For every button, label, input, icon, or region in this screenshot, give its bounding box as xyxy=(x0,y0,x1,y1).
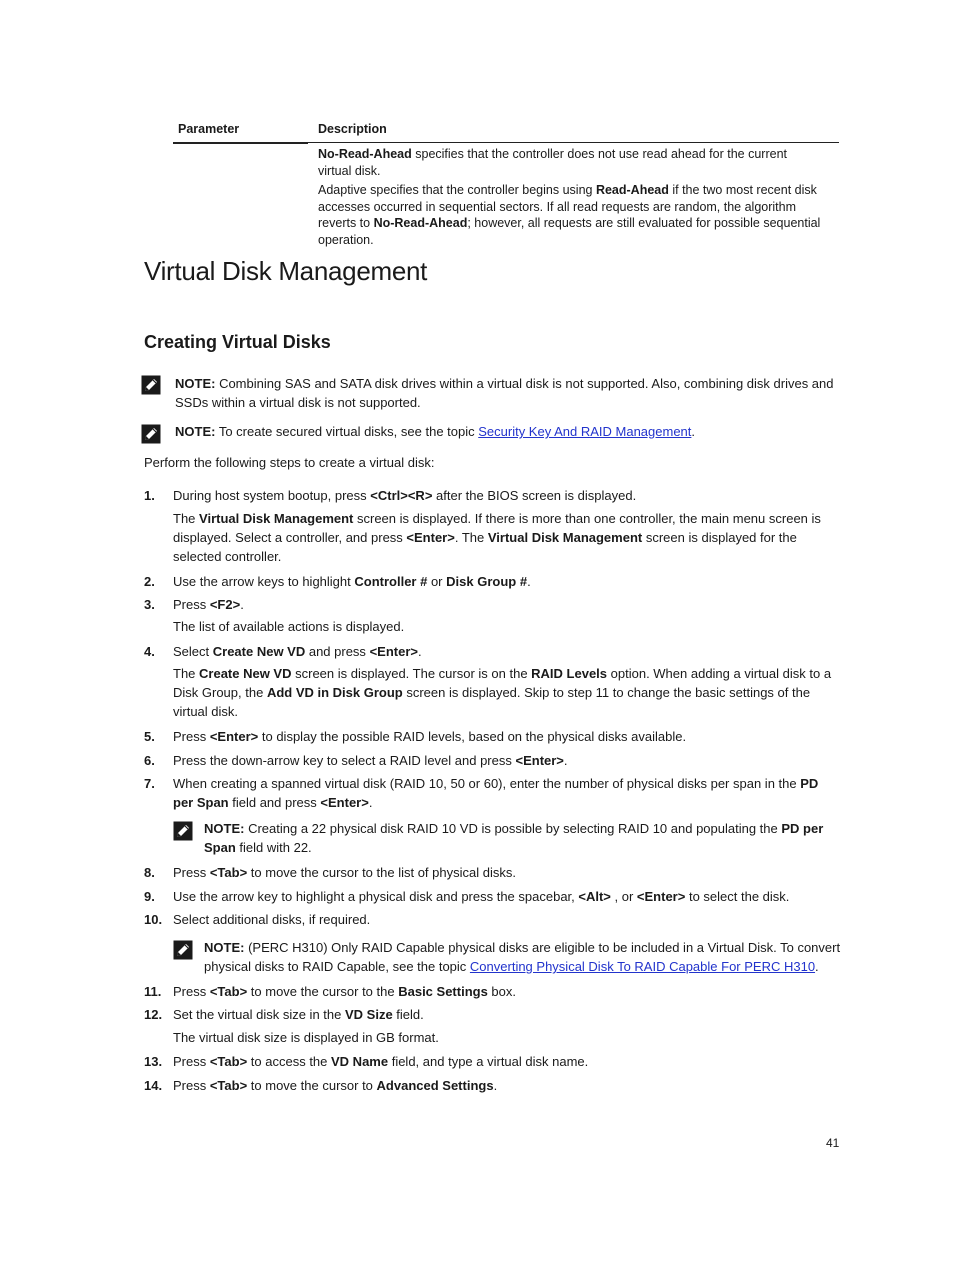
security-key-link[interactable]: Security Key And RAID Management xyxy=(478,424,692,439)
description-paragraph-adaptive: Adaptive specifies that the controller begins using Read-Ahead if the two most recent disk accesses occurred in sequential sectors. If all read requests are random, the algorithm reverts to No-Read-Ahead; however, all requests are still evaluated for possible sequential operation. xyxy=(318,183,821,247)
step-number: 14. xyxy=(144,1078,163,1093)
pencil-note-icon xyxy=(141,375,161,395)
note-sas-sata: NOTE: Combining SAS and SATA disk drives within a virtual disk is not supported. Also, combining disk drives and SSDs within a virtual disk is not supported. xyxy=(175,376,834,410)
step-number: 12. xyxy=(144,1007,163,1022)
step-number: 3. xyxy=(144,597,155,612)
step-12-text: Set the virtual disk size in the VD Size field. xyxy=(173,1007,424,1022)
step-number: 6. xyxy=(144,753,155,768)
step-4-detail: The Create New VD screen is displayed. The cursor is on the RAID Levels option. When adding a virtual disk to a Disk Group, the Add VD in Disk Group screen is displayed. Skip to step 11 to change the basic settings of the virtual disk. xyxy=(173,666,832,719)
step-1-text: During host system bootup, press <Ctrl><R> after the BIOS screen is displayed. xyxy=(173,488,637,503)
pencil-note-icon xyxy=(173,940,193,960)
step-9-text: Use the arrow key to highlight a physical disk and press the spacebar, <Alt> , or <Enter> to select the disk. xyxy=(173,889,790,904)
step-number: 8. xyxy=(144,865,155,880)
note-raid10-pd-per-span: NOTE: Creating a 22 physical disk RAID 10 VD is possible by selecting RAID 10 and populating the PD per Span field with 22. xyxy=(204,821,824,855)
note-raid-capable-h310: NOTE: (PERC H310) Only RAID Capable physical disks are eligible to be included in a Virtual Disk. To convert physical disks to RAID Capable, see the topic Converting Physical Disk To RAID Capable For PERC H310. xyxy=(204,940,841,974)
column-header-parameter: Parameter xyxy=(178,122,240,136)
pencil-note-icon xyxy=(141,424,161,444)
column-header-description: Description xyxy=(318,122,387,136)
step-2-text: Use the arrow keys to highlight Controller # or Disk Group #. xyxy=(173,574,531,589)
step-number: 5. xyxy=(144,729,155,744)
step-number: 11. xyxy=(144,984,162,999)
subsection-heading: Creating Virtual Disks xyxy=(144,332,331,352)
step-11-text: Press <Tab> to move the cursor to the Basic Settings box. xyxy=(173,984,516,999)
step-3-detail: The list of available actions is displayed. xyxy=(173,619,405,634)
step-12-detail: The virtual disk size is displayed in GB format. xyxy=(173,1030,439,1045)
step-4-text: Select Create New VD and press <Enter>. xyxy=(173,644,422,659)
section-heading: Virtual Disk Management xyxy=(144,256,428,286)
step-number: 7. xyxy=(144,776,155,791)
note-secured-virtual-disks: NOTE: To create secured virtual disks, see the topic Security Key And RAID Management. xyxy=(175,424,696,439)
step-8-text: Press <Tab> to move the cursor to the list of physical disks. xyxy=(173,865,516,880)
step-number: 2. xyxy=(144,574,155,589)
step-number: 9. xyxy=(144,889,155,904)
step-13-text: Press <Tab> to access the VD Name field, and type a virtual disk name. xyxy=(173,1054,589,1069)
page-number: 41 xyxy=(826,1136,840,1150)
step-7-text: When creating a spanned virtual disk (RAID 10, 50 or 60), enter the number of physical disks per span in the PD per Span field and press <Enter>. xyxy=(173,776,819,810)
step-3-text: Press <F2>. xyxy=(173,597,244,612)
step-number: 13. xyxy=(144,1054,163,1069)
step-number: 4. xyxy=(144,644,155,659)
step-14-text: Press <Tab> to move the cursor to Advanced Settings. xyxy=(173,1078,498,1093)
step-6-text: Press the down-arrow key to select a RAID level and press <Enter>. xyxy=(173,753,568,768)
step-5-text: Press <Enter> to display the possible RAID levels, based on the physical disks available. xyxy=(173,729,687,744)
step-1-detail: The Virtual Disk Management screen is displayed. If there is more than one controller, the main menu screen is displayed. Select a controller, and press <Enter>. The Virtual Disk Management screen is displayed for the selected controller. xyxy=(173,511,821,564)
step-number: 1. xyxy=(144,488,155,503)
pencil-note-icon xyxy=(173,821,193,841)
step-number: 10. xyxy=(144,912,163,927)
intro-text: Perform the following steps to create a virtual disk: xyxy=(144,455,435,470)
description-paragraph-no-read-ahead: No-Read-Ahead specifies that the controller does not use read ahead for the current virtual disk. xyxy=(318,147,787,178)
converting-physical-disk-link[interactable]: Converting Physical Disk To RAID Capable For PERC H310 xyxy=(469,959,816,974)
table-row-divider xyxy=(173,142,308,144)
step-10-text: Select additional disks, if required. xyxy=(173,912,371,927)
parameter-table-header xyxy=(173,115,839,143)
